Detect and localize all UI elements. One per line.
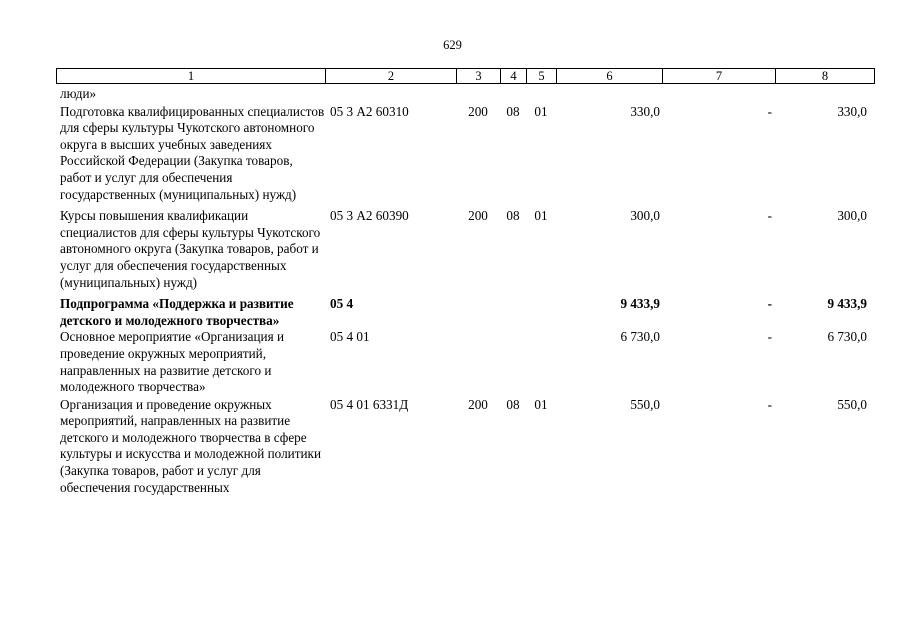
page-number: 629 <box>443 38 462 52</box>
column-header-7: 7 <box>663 69 776 83</box>
table-row <box>56 104 873 204</box>
row-code: 05 4 01 6331Д <box>330 396 409 412</box>
row-vr: 200 <box>468 208 488 224</box>
table-row <box>56 86 873 103</box>
row-code: 05 4 <box>330 296 354 312</box>
row-name: люди» <box>60 86 97 101</box>
row-col7: - <box>767 329 772 345</box>
row-name: Подпрограмма «Поддержка и развитие детского и молодежного творчества» <box>60 296 294 328</box>
row-col7: - <box>767 296 772 312</box>
table-row <box>56 329 873 395</box>
row-col8: 300,0 <box>837 208 867 224</box>
row-rz: 08 <box>506 396 520 412</box>
column-header-3: 3 <box>457 69 501 83</box>
column-header-5: 5 <box>527 69 557 83</box>
table-header <box>56 68 875 84</box>
row-amount: 300,0 <box>630 208 660 224</box>
row-code: 05 3 А2 60390 <box>330 208 409 224</box>
row-col8: 550,0 <box>837 396 867 412</box>
table-body <box>56 86 873 496</box>
table-row <box>56 397 873 497</box>
column-header-8: 8 <box>821 69 829 83</box>
row-col7: - <box>767 103 772 119</box>
row-rz: 08 <box>506 208 520 224</box>
row-name: Курсы повышения квалификации специалистов для сферы культуры Чукотского автономного округа (Закупка товаров, работ и услуг для обеспечения государственных (муниципальных) нужд) <box>60 208 321 290</box>
row-amount: 550,0 <box>630 396 660 412</box>
row-amount: 6 730,0 <box>620 329 660 345</box>
column-header-2: 2 <box>326 69 457 83</box>
row-code: 05 4 01 <box>330 329 370 345</box>
row-col8: 6 730,0 <box>827 329 867 345</box>
row-pr: 01 <box>534 396 548 412</box>
row-col8: 9 433,9 <box>827 296 867 312</box>
table-row <box>56 208 873 291</box>
row-code: 05 3 А2 60310 <box>330 103 409 119</box>
row-pr: 01 <box>534 103 548 119</box>
column-header-4: 4 <box>501 69 527 83</box>
row-amount: 330,0 <box>630 103 660 119</box>
row-pr: 01 <box>534 208 548 224</box>
row-name: Основное мероприятие «Организация и проведение окружных мероприятий, направленных на развитие детского и молодежного творчества» <box>60 329 285 395</box>
row-amount: 9 433,9 <box>620 296 660 312</box>
row-vr: 200 <box>468 103 488 119</box>
row-vr: 200 <box>468 396 488 412</box>
row-name: Подготовка квалифицированных специалистов для сферы культуры Чукотского автономного округа в высших учебных заведениях Российской Федерации (Закупка товаров, работ и услуг для обеспечения государственных (муниципальных) нужд) <box>60 103 325 202</box>
row-col8: 330,0 <box>837 103 867 119</box>
row-name: Организация и проведение окружных мероприятий, направленных на развитие детского и молодежного творчества в сфере культуры и искусства и молодежной политики (Закупка товаров, работ и услуг для обеспечения государственных <box>60 396 322 495</box>
column-header-6: 6 <box>557 69 663 83</box>
row-col7: - <box>767 208 772 224</box>
row-rz: 08 <box>506 103 520 119</box>
column-header-1: 1 <box>57 69 326 83</box>
row-col7: - <box>767 396 772 412</box>
table-row-subprogram <box>56 296 873 329</box>
